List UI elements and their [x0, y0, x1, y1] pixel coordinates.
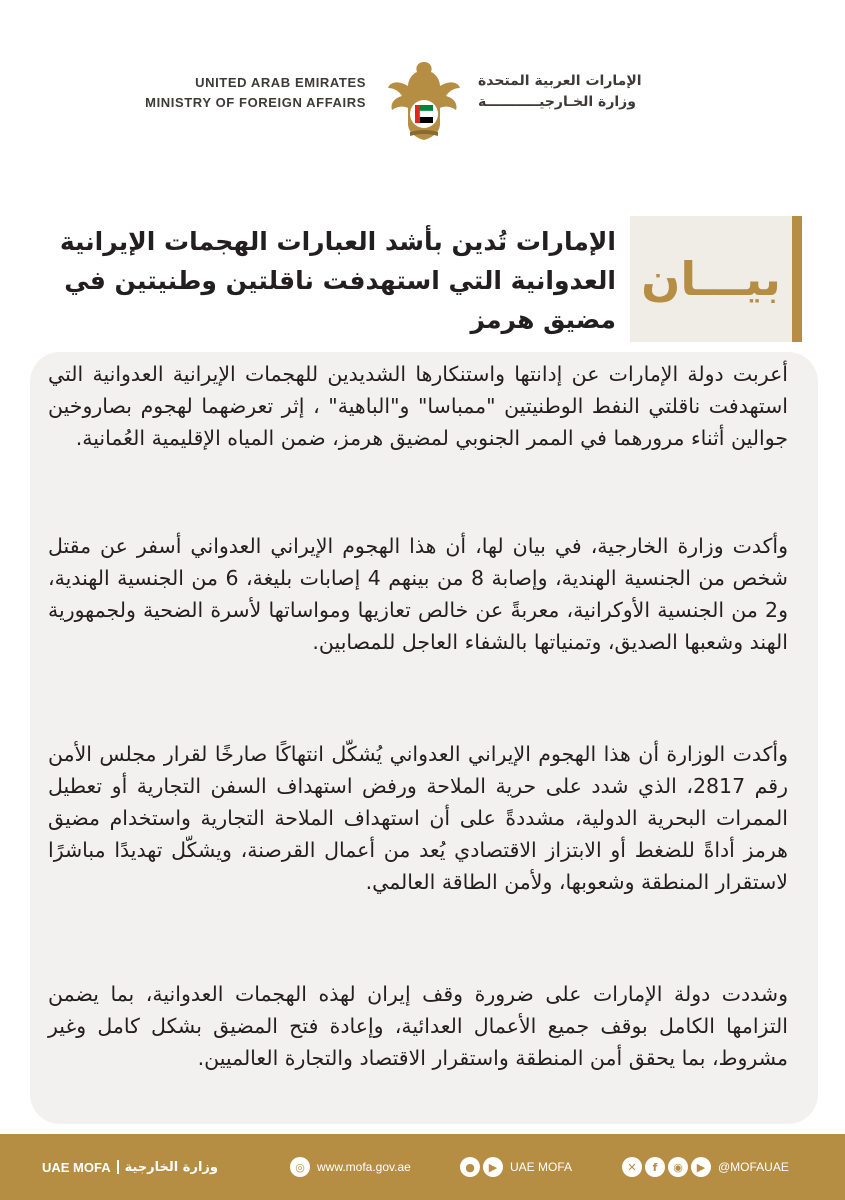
facebook-icon[interactable]: f: [645, 1157, 665, 1177]
apple-icon: ●: [460, 1157, 480, 1177]
body-paragraph-4: وشددت دولة الإمارات على ضرورة وقف إيران لهذه الهجمات العدوانية، بما يضمن التزامها الكامل بوقف جميع الأعمال العدائية، وإعادة فتح المضيق بشكل كامل وغير مشروط، بما يحقق أمن المنطقة واستقرار الاقتصاد والتجارة العالميين.: [48, 982, 788, 1070]
footer-website-link[interactable]: [290, 1156, 411, 1178]
footer-social-links[interactable]: [622, 1156, 789, 1178]
statement-badge-label: بيـــان: [641, 252, 781, 306]
footer-brand-ar: وزارة الخارجية: [124, 1159, 218, 1175]
footer-app-text: UAE MOFA: [510, 1160, 573, 1174]
header-arabic: [478, 71, 738, 113]
header-ministry-ar: وزارة الخـارجيـــــــــــة: [478, 94, 636, 110]
body-paragraph-3: وأكدت الوزارة أن هذا الهجوم الإيراني العدواني يُشكّل انتهاكًا صارخًا لقرار مجلس الأمن رقم 2817، الذي شدد على حرية الملاحة ورفض استهداف السفن التجارية أو تعطيل الممرات البحرية الدولية، مشددةً على أن استهداف الملاحة التجارية واستخدام مضيق هرمز أداةً للضغط أو الابتزاز الاقتصادي يُعد من أعمال القرصنة، ويشكّل تهديدًا مباشرًا لاستقرار المنطقة وشعوبها، ولأمن الطاقة العالمي.: [48, 742, 788, 894]
badge-accent-bar: [792, 216, 802, 342]
footer-separator: [117, 1160, 119, 1174]
web-icon: ◎: [290, 1157, 310, 1177]
footer-app-link[interactable]: [460, 1156, 572, 1178]
body-paragraph-1: أعربت دولة الإمارات عن إدانتها واستنكارها الشديدين للهجمات الإيرانية العدوانية التي استهدفت ناقلتي النفط الوطنيتين "ممباسا" و"الباهية" ، إثر تعرضهما لهجوم بصاروخين جوالين أثناء مرورهما في الممر الجنوبي لمضيق هرمز، ضمن المياه الإقليمية العُمانية.: [48, 362, 788, 450]
uae-emblem-logo: [384, 58, 464, 142]
youtube-icon[interactable]: ▶: [691, 1157, 711, 1177]
header-country-ar: الإمارات العربية المتحدة: [478, 73, 642, 89]
footer-bar: [0, 1134, 845, 1200]
footer-brand-en: UAE MOFA: [42, 1159, 111, 1175]
statement-title: الإمارات تُدين بأشد العبارات الهجمات الإيرانية العدوانية التي استهدفت ناقلتين وطنيتين في مضيق هرمز: [59, 227, 616, 334]
statement-badge: [630, 216, 802, 342]
footer-social-handle: @MOFAUAE: [718, 1160, 789, 1174]
x-icon[interactable]: ✕: [622, 1157, 642, 1177]
header-english: [0, 73, 366, 113]
play-icon: ▶: [483, 1157, 503, 1177]
header-ministry-en: MINISTRY OF FOREIGN AFFAIRS: [145, 95, 366, 110]
header-country-en: UNITED ARAB EMIRATES: [195, 75, 366, 90]
instagram-icon[interactable]: ◉: [668, 1157, 688, 1177]
footer-brand: [42, 1156, 218, 1178]
body-paragraph-2: وأكدت وزارة الخارجية، في بيان لها، أن هذا الهجوم الإيراني العدواني أسفر عن مقتل شخص من الجنسية الهندية، وإصابة 8 من بينهم 4 إصابات بليغة، 6 من الجنسية الهندية، و2 من الجنسية الأوكرانية، معربةً عن خالص تعازيها ومواساتها لأسرة الضحية ولجمهورية الهند وشعبها الصديق، وتمنياتها بالشفاء العاجل للمصابين.: [48, 534, 788, 654]
footer-website-text: www.mofa.gov.ae: [317, 1160, 411, 1174]
